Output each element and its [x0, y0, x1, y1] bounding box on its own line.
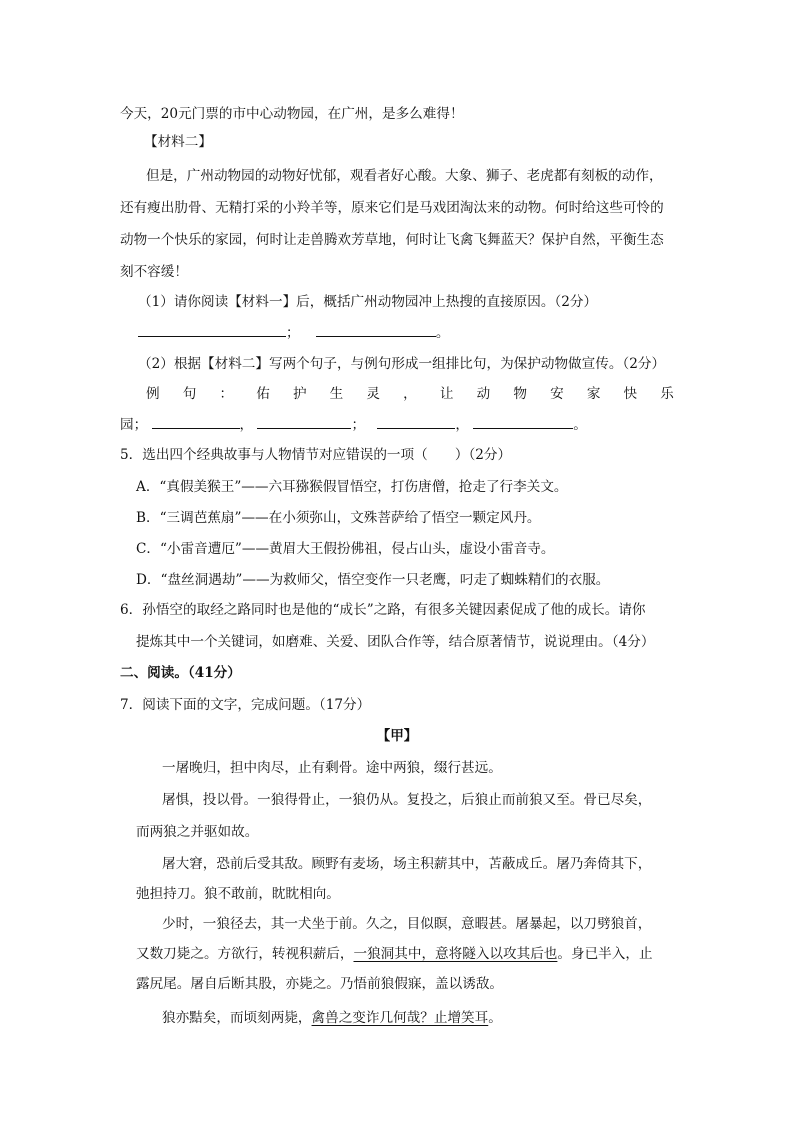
section-heading: 二、阅读。（41分）	[120, 665, 241, 681]
answer-blank[interactable]	[377, 414, 455, 429]
material2-line-4: 刻不容缓！	[120, 264, 188, 280]
answer-blank[interactable]	[316, 322, 436, 337]
question-1-text: （1）请你阅读【材料一】后，概括广州动物园冲上热搜的直接原因。（2分）	[138, 294, 598, 310]
question-6-line-2: 提炼其中一个关键词，如磨难、关爱、团队合作等，结合原著情节，说说理由。（4分）	[136, 634, 655, 650]
passage-line: 露尻尾。屠自后断其股，亦毙之。乃悟前狼假寐，盖以诱敌。	[136, 976, 504, 992]
passage-line: 而两狼之并驱如故。	[136, 824, 259, 840]
passage-title: 【甲】	[376, 728, 418, 744]
option-d: D．“盘丝洞遇劫”——为救师父，悟空变作一只老鹰，叼走了蜘蛛精们的衣服。	[136, 572, 610, 588]
option-b: B．“三调芭蕉扇”——在小须弥山，文殊菩萨给了悟空一颗定风丹。	[136, 510, 541, 526]
passage-line: 少时，一狼径去，其一犬坐于前。久之，目似瞑，意暇甚。屠暴起，以刀劈狼首，	[162, 916, 652, 932]
passage-line: 一屠晚归，担中肉尽，止有剩骨。途中两狼，缀行甚远。	[162, 760, 502, 776]
answer-blank[interactable]	[473, 414, 573, 429]
answer-blank[interactable]	[152, 414, 240, 429]
passage-line: 弛担持刀。狼不敢前，眈眈相向。	[136, 886, 340, 902]
intro-line: 今天，20元门票的市中心动物园，在广州，是多么难得！	[120, 106, 464, 122]
question-6-line-1: 6．孙悟空的取经之路同时也是他的“成长”之路，有很多关键因素促成了他的成长。请你	[120, 602, 646, 618]
option-c: C．“小雷音遭厄”——黄眉大王假扮佛祖，侵占山头，虚设小雷音寺。	[136, 541, 555, 557]
passage-line: 屠惧，投以骨。一狼得骨止，一狼仍从。复投之，后狼止而前狼又至。骨已尽矣，	[162, 792, 652, 808]
material2-heading: 【材料二】	[144, 134, 212, 150]
material2-line-1: 但是，广州动物园的动物好忧郁，观看者好心酸。大象、狮子、老虎都有刻板的动作，	[146, 168, 663, 184]
question-2-text: （2）根据【材料二】写两个句子，与例句形成一组排比句，为保护动物做宣传。（2分）	[138, 356, 666, 372]
question-2-answer-line: 园； ， ； ， 。	[120, 414, 587, 435]
passage-line: 狼亦黠矣，而顷刻两毙，禽兽之变诈几何哉？止增笑耳。	[162, 1010, 502, 1026]
passage-line: 屠大窘，恐前后受其敌。顾野有麦场，场主积薪其中，苫蔽成丘。屠乃奔倚其下，	[162, 856, 652, 872]
passage-line: 又数刀毙之。方欲行，转视积薪后，一狼洞其中，意将隧入以攻其后也。身已半入，止	[136, 946, 653, 962]
answer-blank[interactable]	[138, 322, 286, 337]
option-a: A．“真假美猴王”——六耳猕猴假冒悟空，打伤唐僧，抢走了行李关文。	[136, 479, 568, 495]
underlined-sentence: 禽兽之变诈几何哉？止增笑耳	[311, 1010, 489, 1026]
underlined-sentence: 一狼洞其中，意将隧入以攻其后也	[353, 946, 558, 962]
question-1-answer-line: ； 。	[138, 322, 450, 343]
material2-line-3: 动物一个快乐的家园，何时让走兽腾欢芳草地，何时让飞禽飞舞蓝天？保护自然，平衡生态	[120, 232, 664, 248]
example-sentence: 例 句 ： 佑 护 生 灵 ， 让 动 物 安 家 快 乐	[146, 386, 674, 402]
material2-line-2: 还有瘦出肋骨、无精打采的小羚羊等，原来它们是马戏团淘汰来的动物。何时给这些可怜的	[120, 200, 664, 216]
question-7-text: 7．阅读下面的文字，完成问题。（17分）	[120, 697, 371, 713]
question-5-text: 5．选出四个经典故事与人物情节对应错误的一项（ ）（2分）	[120, 447, 512, 463]
answer-blank[interactable]	[257, 414, 351, 429]
